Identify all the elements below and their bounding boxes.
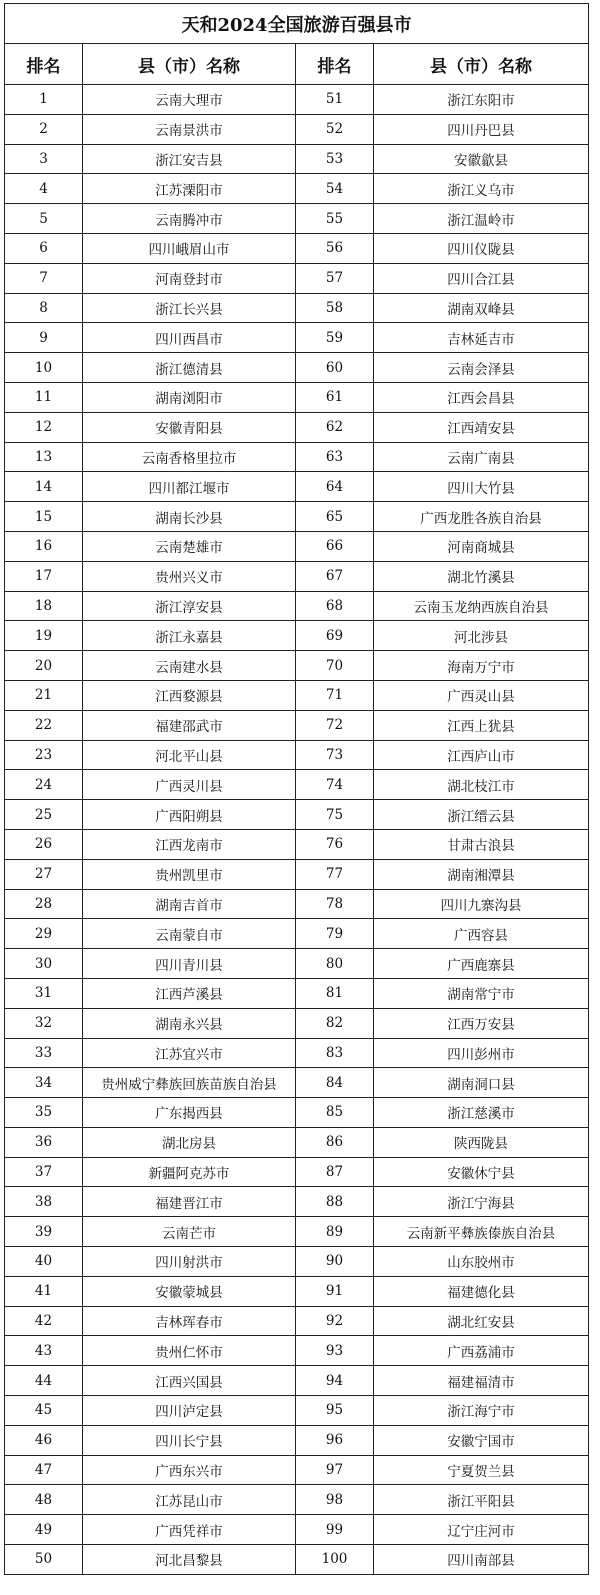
name-right-cell: 湖南洞口县 <box>374 1068 589 1098</box>
table-row <box>5 1217 589 1247</box>
rank-right-cell: 78 <box>296 889 374 919</box>
table-row <box>5 1276 589 1306</box>
rank-right-cell: 53 <box>296 144 374 174</box>
rank-left-cell: 44 <box>5 1366 83 1396</box>
table-row <box>5 114 589 144</box>
rank-right-cell: 83 <box>296 1038 374 1068</box>
table-row <box>5 949 589 979</box>
table-row <box>5 919 589 949</box>
table-row <box>5 1098 589 1128</box>
name-right-cell: 河南商城县 <box>374 531 589 561</box>
rank-left-cell: 13 <box>5 442 83 472</box>
table-row <box>5 651 589 681</box>
rank-left-cell: 10 <box>5 353 83 383</box>
table-row <box>5 680 589 710</box>
table-row <box>5 1485 589 1515</box>
name-left-cell: 湖南浏阳市 <box>83 382 296 412</box>
rank-right-cell: 70 <box>296 651 374 681</box>
name-right-cell: 安徽休宁县 <box>374 1157 589 1187</box>
name-left-cell: 江苏昆山市 <box>83 1485 296 1515</box>
name-left-cell: 云南腾冲市 <box>83 204 296 234</box>
name-left-cell: 四川都江堰市 <box>83 472 296 502</box>
rank-right-cell: 80 <box>296 949 374 979</box>
rank-left-cell: 22 <box>5 710 83 740</box>
rank-left-cell: 42 <box>5 1306 83 1336</box>
rank-left-cell: 50 <box>5 1545 83 1575</box>
table-row <box>5 591 589 621</box>
name-right-cell: 福建福清市 <box>374 1366 589 1396</box>
table-row <box>5 889 589 919</box>
name-right-cell: 广西龙胜各族自治县 <box>374 502 589 532</box>
rank-left-cell: 29 <box>5 919 83 949</box>
name-right-cell: 湖北竹溪县 <box>374 561 589 591</box>
name-right-cell: 云南新平彝族傣族自治县 <box>374 1217 589 1247</box>
name-left-cell: 江西兴国县 <box>83 1366 296 1396</box>
name-right-cell: 云南会泽县 <box>374 353 589 383</box>
rank-right-cell: 65 <box>296 502 374 532</box>
name-left-cell: 云南芒市 <box>83 1217 296 1247</box>
table-row <box>5 1187 589 1217</box>
rank-right-cell: 62 <box>296 412 374 442</box>
rank-right-cell: 56 <box>296 233 374 263</box>
table-row <box>5 382 589 412</box>
name-left-cell: 广西灵川县 <box>83 770 296 800</box>
table-row <box>5 1008 589 1038</box>
name-right-cell: 宁夏贺兰县 <box>374 1455 589 1485</box>
name-right-cell: 浙江温岭市 <box>374 204 589 234</box>
rank-left-cell: 40 <box>5 1247 83 1277</box>
table-row <box>5 1396 589 1426</box>
rank-left-cell: 6 <box>5 233 83 263</box>
rank-left-cell: 15 <box>5 502 83 532</box>
rank-right-cell: 93 <box>296 1336 374 1366</box>
table-row <box>5 1247 589 1277</box>
table-row <box>5 859 589 889</box>
rank-left-cell: 37 <box>5 1157 83 1187</box>
rank-right-cell: 51 <box>296 85 374 115</box>
name-right-cell: 浙江缙云县 <box>374 800 589 830</box>
rank-right-cell: 94 <box>296 1366 374 1396</box>
rank-right-cell: 86 <box>296 1127 374 1157</box>
table-row <box>5 353 589 383</box>
name-right-cell: 四川丹巴县 <box>374 114 589 144</box>
name-left-cell: 贵州凯里市 <box>83 859 296 889</box>
rank-left-cell: 17 <box>5 561 83 591</box>
table-row <box>5 1306 589 1336</box>
name-right-cell: 江西靖安县 <box>374 412 589 442</box>
rank-right-cell: 100 <box>296 1545 374 1575</box>
table-row <box>5 710 589 740</box>
rank-left-cell: 12 <box>5 412 83 442</box>
rank-right-cell: 58 <box>296 293 374 323</box>
rank-right-cell: 87 <box>296 1157 374 1187</box>
name-right-cell: 甘肃古浪县 <box>374 829 589 859</box>
table-row <box>5 85 589 115</box>
name-right-cell: 陕西陇县 <box>374 1127 589 1157</box>
name-left-cell: 四川射洪市 <box>83 1247 296 1277</box>
rank-right-cell: 95 <box>296 1396 374 1426</box>
table-row <box>5 144 589 174</box>
rank-right-cell: 99 <box>296 1515 374 1545</box>
name-left-cell: 四川长宁县 <box>83 1425 296 1455</box>
name-left-cell: 贵州兴义市 <box>83 561 296 591</box>
rank-left-cell: 46 <box>5 1425 83 1455</box>
name-right-cell: 湖北红安县 <box>374 1306 589 1336</box>
rank-right-cell: 66 <box>296 531 374 561</box>
rank-left-cell: 36 <box>5 1127 83 1157</box>
ranking-table <box>4 3 589 1575</box>
table-row <box>5 323 589 353</box>
table-row <box>5 1068 589 1098</box>
name-right-cell: 浙江东阳市 <box>374 85 589 115</box>
title-row <box>5 4 589 44</box>
name-right-cell: 四川仪陇县 <box>374 233 589 263</box>
rank-left-cell: 2 <box>5 114 83 144</box>
name-right-cell: 湖北枝江市 <box>374 770 589 800</box>
name-left-cell: 浙江永嘉县 <box>83 621 296 651</box>
rank-right-cell: 90 <box>296 1247 374 1277</box>
rank-left-cell: 34 <box>5 1068 83 1098</box>
rank-right-cell: 57 <box>296 263 374 293</box>
rank-right-cell: 52 <box>296 114 374 144</box>
name-right-cell: 江西庐山市 <box>374 740 589 770</box>
name-left-cell: 广东揭西县 <box>83 1098 296 1128</box>
rank-left-cell: 49 <box>5 1515 83 1545</box>
name-left-cell: 吉林珲春市 <box>83 1306 296 1336</box>
rank-left-cell: 47 <box>5 1455 83 1485</box>
table-row <box>5 978 589 1008</box>
table-row <box>5 1455 589 1485</box>
name-left-cell: 福建邵武市 <box>83 710 296 740</box>
rank-left-cell: 25 <box>5 800 83 830</box>
rank-right-cell: 67 <box>296 561 374 591</box>
name-right-cell: 江西万安县 <box>374 1008 589 1038</box>
rank-left-cell: 11 <box>5 382 83 412</box>
name-right-cell: 吉林延吉市 <box>374 323 589 353</box>
name-right-cell: 浙江义乌市 <box>374 174 589 204</box>
rank-left-cell: 1 <box>5 85 83 115</box>
rank-left-cell: 45 <box>5 1396 83 1426</box>
name-left-cell: 四川峨眉山市 <box>83 233 296 263</box>
rank-right-cell: 59 <box>296 323 374 353</box>
rank-right-cell: 61 <box>296 382 374 412</box>
name-left-cell: 浙江德清县 <box>83 353 296 383</box>
table-row <box>5 502 589 532</box>
name-left-cell: 广西东兴市 <box>83 1455 296 1485</box>
rank-left-cell: 20 <box>5 651 83 681</box>
name-left-cell: 江西芦溪县 <box>83 978 296 1008</box>
name-right-cell: 河北涉县 <box>374 621 589 651</box>
name-left-cell: 江苏宜兴市 <box>83 1038 296 1068</box>
name-left-cell: 云南楚雄市 <box>83 531 296 561</box>
rank-left-cell: 19 <box>5 621 83 651</box>
name-left-cell: 新疆阿克苏市 <box>83 1157 296 1187</box>
name-right-cell: 福建德化县 <box>374 1276 589 1306</box>
rank-left-cell: 43 <box>5 1336 83 1366</box>
name-left-cell: 河南登封市 <box>83 263 296 293</box>
name-left-cell: 贵州威宁彝族回族苗族自治县 <box>83 1068 296 1098</box>
rank-right-cell: 74 <box>296 770 374 800</box>
rank-left-cell: 4 <box>5 174 83 204</box>
rank-left-cell: 8 <box>5 293 83 323</box>
rank-left-cell: 23 <box>5 740 83 770</box>
rank-left-cell: 26 <box>5 829 83 859</box>
rank-left-cell: 32 <box>5 1008 83 1038</box>
name-left-cell: 江西婺源县 <box>83 680 296 710</box>
table-row <box>5 472 589 502</box>
rank-right-cell: 71 <box>296 680 374 710</box>
rank-right-cell: 88 <box>296 1187 374 1217</box>
table-row <box>5 1127 589 1157</box>
rank-left-cell: 27 <box>5 859 83 889</box>
table-row <box>5 1366 589 1396</box>
rank-left-cell: 14 <box>5 472 83 502</box>
header-row <box>5 44 589 85</box>
name-right-cell: 湖南湘潭县 <box>374 859 589 889</box>
rank-left-cell: 16 <box>5 531 83 561</box>
rank-right-cell: 91 <box>296 1276 374 1306</box>
table-row <box>5 412 589 442</box>
rank-right-cell: 81 <box>296 978 374 1008</box>
rank-right-cell: 98 <box>296 1485 374 1515</box>
name-left-cell: 广西凭祥市 <box>83 1515 296 1545</box>
rank-right-cell: 79 <box>296 919 374 949</box>
header-name-left: 县（市）名称 <box>83 44 296 85</box>
name-right-cell: 广西鹿寨县 <box>374 949 589 979</box>
rank-right-cell: 77 <box>296 859 374 889</box>
name-right-cell: 云南广南县 <box>374 442 589 472</box>
name-left-cell: 云南建水县 <box>83 651 296 681</box>
rank-right-cell: 73 <box>296 740 374 770</box>
name-left-cell: 云南大理市 <box>83 85 296 115</box>
name-left-cell: 云南香格里拉市 <box>83 442 296 472</box>
table-row <box>5 293 589 323</box>
rank-left-cell: 21 <box>5 680 83 710</box>
table-row <box>5 1038 589 1068</box>
name-left-cell: 湖北房县 <box>83 1127 296 1157</box>
table-row <box>5 829 589 859</box>
name-left-cell: 广西阳朔县 <box>83 800 296 830</box>
name-right-cell: 浙江平阳县 <box>374 1485 589 1515</box>
name-right-cell: 浙江海宁市 <box>374 1396 589 1426</box>
name-right-cell: 江西会昌县 <box>374 382 589 412</box>
table-row <box>5 1425 589 1455</box>
rank-left-cell: 28 <box>5 889 83 919</box>
table-row <box>5 204 589 234</box>
rank-right-cell: 96 <box>296 1425 374 1455</box>
name-right-cell: 四川九寨沟县 <box>374 889 589 919</box>
name-left-cell: 河北昌黎县 <box>83 1545 296 1575</box>
rank-left-cell: 35 <box>5 1098 83 1128</box>
name-right-cell: 海南万宁市 <box>374 651 589 681</box>
header-rank-right: 排名 <box>296 44 374 85</box>
name-right-cell: 江西上犹县 <box>374 710 589 740</box>
name-left-cell: 江苏溧阳市 <box>83 174 296 204</box>
name-right-cell: 四川大竹县 <box>374 472 589 502</box>
table-row <box>5 740 589 770</box>
rank-left-cell: 31 <box>5 978 83 1008</box>
name-right-cell: 广西灵山县 <box>374 680 589 710</box>
name-left-cell: 湖南吉首市 <box>83 889 296 919</box>
table-row <box>5 531 589 561</box>
rank-right-cell: 69 <box>296 621 374 651</box>
rank-left-cell: 33 <box>5 1038 83 1068</box>
name-left-cell: 四川西昌市 <box>83 323 296 353</box>
name-left-cell: 安徽青阳县 <box>83 412 296 442</box>
name-right-cell: 广西荔浦市 <box>374 1336 589 1366</box>
name-left-cell: 河北平山县 <box>83 740 296 770</box>
rank-left-cell: 9 <box>5 323 83 353</box>
rank-left-cell: 38 <box>5 1187 83 1217</box>
name-left-cell: 湖南永兴县 <box>83 1008 296 1038</box>
header-name-right: 县（市）名称 <box>374 44 589 85</box>
name-left-cell: 福建晋江市 <box>83 1187 296 1217</box>
rank-right-cell: 72 <box>296 710 374 740</box>
rank-right-cell: 97 <box>296 1455 374 1485</box>
rank-left-cell: 41 <box>5 1276 83 1306</box>
header-rank-left: 排名 <box>5 44 83 85</box>
name-right-cell: 安徽宁国市 <box>374 1425 589 1455</box>
name-left-cell: 浙江长兴县 <box>83 293 296 323</box>
rank-right-cell: 60 <box>296 353 374 383</box>
name-right-cell: 四川南部县 <box>374 1545 589 1575</box>
rank-right-cell: 82 <box>296 1008 374 1038</box>
name-left-cell: 四川青川县 <box>83 949 296 979</box>
rank-left-cell: 7 <box>5 263 83 293</box>
rank-left-cell: 39 <box>5 1217 83 1247</box>
name-right-cell: 云南玉龙纳西族自治县 <box>374 591 589 621</box>
name-right-cell: 山东胶州市 <box>374 1247 589 1277</box>
table-row <box>5 1336 589 1366</box>
name-right-cell: 湖南双峰县 <box>374 293 589 323</box>
rank-left-cell: 30 <box>5 949 83 979</box>
rank-right-cell: 85 <box>296 1098 374 1128</box>
name-right-cell: 浙江慈溪市 <box>374 1098 589 1128</box>
name-left-cell: 浙江淳安县 <box>83 591 296 621</box>
table-row <box>5 233 589 263</box>
name-left-cell: 贵州仁怀市 <box>83 1336 296 1366</box>
table-row <box>5 263 589 293</box>
rank-right-cell: 92 <box>296 1306 374 1336</box>
table-row <box>5 561 589 591</box>
rank-right-cell: 63 <box>296 442 374 472</box>
name-right-cell: 湖南常宁市 <box>374 978 589 1008</box>
ranking-body <box>5 85 589 1575</box>
table-row <box>5 1157 589 1187</box>
table-title: 天和2024全国旅游百强县市 <box>5 4 589 44</box>
table-row <box>5 174 589 204</box>
name-left-cell: 浙江安吉县 <box>83 144 296 174</box>
rank-left-cell: 48 <box>5 1485 83 1515</box>
rank-left-cell: 24 <box>5 770 83 800</box>
rank-right-cell: 54 <box>296 174 374 204</box>
name-left-cell: 云南景洪市 <box>83 114 296 144</box>
table-row <box>5 800 589 830</box>
name-left-cell: 湖南长沙县 <box>83 502 296 532</box>
ranking-document <box>4 3 588 1575</box>
name-left-cell: 安徽蒙城县 <box>83 1276 296 1306</box>
name-right-cell: 辽宁庄河市 <box>374 1515 589 1545</box>
table-row <box>5 1515 589 1545</box>
rank-right-cell: 68 <box>296 591 374 621</box>
name-right-cell: 广西容县 <box>374 919 589 949</box>
rank-right-cell: 55 <box>296 204 374 234</box>
rank-left-cell: 18 <box>5 591 83 621</box>
name-right-cell: 四川合江县 <box>374 263 589 293</box>
table-row <box>5 442 589 472</box>
rank-right-cell: 76 <box>296 829 374 859</box>
rank-right-cell: 64 <box>296 472 374 502</box>
name-right-cell: 浙江宁海县 <box>374 1187 589 1217</box>
table-row <box>5 621 589 651</box>
rank-right-cell: 75 <box>296 800 374 830</box>
table-row <box>5 1545 589 1575</box>
rank-right-cell: 84 <box>296 1068 374 1098</box>
table-row <box>5 770 589 800</box>
name-left-cell: 云南蒙自市 <box>83 919 296 949</box>
rank-left-cell: 5 <box>5 204 83 234</box>
name-right-cell: 安徽歙县 <box>374 144 589 174</box>
name-right-cell: 四川彭州市 <box>374 1038 589 1068</box>
rank-left-cell: 3 <box>5 144 83 174</box>
rank-right-cell: 89 <box>296 1217 374 1247</box>
name-left-cell: 江西龙南市 <box>83 829 296 859</box>
name-left-cell: 四川泸定县 <box>83 1396 296 1426</box>
